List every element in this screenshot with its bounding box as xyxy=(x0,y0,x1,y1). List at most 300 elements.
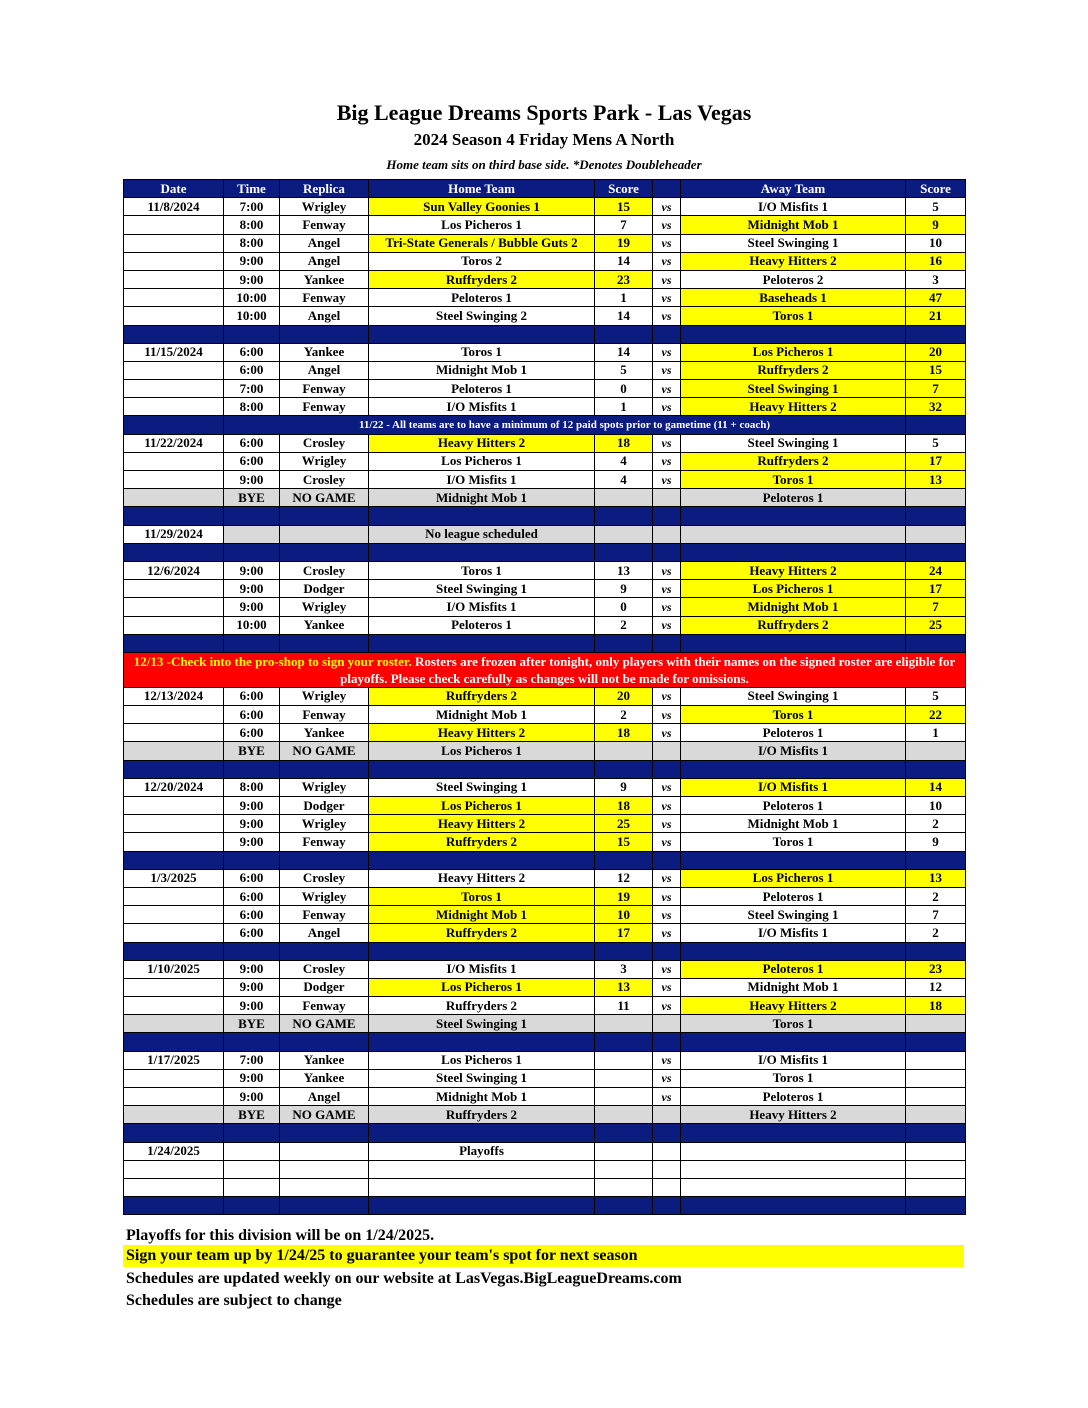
separator-cell xyxy=(224,325,280,343)
bye-row xyxy=(124,489,966,507)
game-replica: Wrigley xyxy=(280,452,369,470)
separator-cell xyxy=(681,507,906,525)
away-team: Steel Swinging 1 xyxy=(681,687,906,705)
game-replica: Dodger xyxy=(280,978,369,996)
away-team: Los Picheros 1 xyxy=(681,580,906,598)
game-replica: Fenway xyxy=(280,216,369,234)
separator-cell xyxy=(595,507,653,525)
game-date xyxy=(124,471,224,489)
vs-label: vs xyxy=(653,580,681,598)
away-team: Peloteros 1 xyxy=(681,887,906,905)
game-time: 9:00 xyxy=(224,252,280,270)
game-row xyxy=(124,434,966,452)
bye-row xyxy=(124,1106,966,1124)
col-home-team: Home Team xyxy=(369,180,595,198)
game-date xyxy=(124,489,224,507)
separator-cell xyxy=(653,1033,681,1051)
game-date: 12/20/2024 xyxy=(124,778,224,796)
game-row xyxy=(124,598,966,616)
empty-cell xyxy=(681,1142,906,1160)
empty-cell xyxy=(906,525,966,543)
separator-cell xyxy=(124,634,224,652)
home-team: Toros 1 xyxy=(369,343,595,361)
game-time: 8:00 xyxy=(224,234,280,252)
game-row xyxy=(124,561,966,579)
home-score: 25 xyxy=(595,815,653,833)
vs-label: vs xyxy=(653,815,681,833)
home-team: Ruffryders 2 xyxy=(369,833,595,851)
home-score: 2 xyxy=(595,616,653,634)
away-score: 7 xyxy=(906,380,966,398)
home-score: 9 xyxy=(595,580,653,598)
home-score: 13 xyxy=(595,978,653,996)
home-score: 15 xyxy=(595,833,653,851)
home-team: Los Picheros 1 xyxy=(369,978,595,996)
game-row xyxy=(124,887,966,905)
game-date: 12/13/2024 xyxy=(124,687,224,705)
away-score: 2 xyxy=(906,887,966,905)
away-score: 3 xyxy=(906,270,966,288)
col-away-score: Score xyxy=(906,180,966,198)
separator-cell xyxy=(906,634,966,652)
home-score: 18 xyxy=(595,724,653,742)
game-date xyxy=(124,742,224,760)
vs-label: vs xyxy=(653,1051,681,1069)
game-time: 6:00 xyxy=(224,434,280,452)
bye-team-1: Steel Swinging 1 xyxy=(369,1015,595,1033)
game-row xyxy=(124,978,966,996)
separator-cell xyxy=(224,634,280,652)
game-date xyxy=(124,997,224,1015)
home-team: Los Picheros 1 xyxy=(369,1051,595,1069)
away-team: Midnight Mob 1 xyxy=(681,815,906,833)
game-date: 11/22/2024 xyxy=(124,434,224,452)
separator-cell xyxy=(124,325,224,343)
week-separator xyxy=(124,1033,966,1051)
away-score: 5 xyxy=(906,687,966,705)
game-time: 9:00 xyxy=(224,978,280,996)
home-score: 19 xyxy=(595,887,653,905)
playoffs-text: Playoffs xyxy=(369,1142,595,1160)
away-score: 20 xyxy=(906,343,966,361)
game-time: 10:00 xyxy=(224,616,280,634)
away-score: 7 xyxy=(906,906,966,924)
home-score: 10 xyxy=(595,906,653,924)
home-score: 19 xyxy=(595,234,653,252)
game-date: 1/3/2025 xyxy=(124,869,224,887)
bye-team-2: I/O Misfits 1 xyxy=(681,742,906,760)
home-score: 7 xyxy=(595,216,653,234)
empty-cell xyxy=(906,1178,966,1196)
home-score: 15 xyxy=(595,198,653,216)
away-team: Steel Swinging 1 xyxy=(681,234,906,252)
home-team: Heavy Hitters 2 xyxy=(369,815,595,833)
home-score: 14 xyxy=(595,307,653,325)
separator-cell xyxy=(595,1033,653,1051)
away-score: 23 xyxy=(906,960,966,978)
home-team: Midnight Mob 1 xyxy=(369,706,595,724)
away-score: 16 xyxy=(906,252,966,270)
vs-label: vs xyxy=(653,380,681,398)
game-row xyxy=(124,580,966,598)
game-time: 10:00 xyxy=(224,289,280,307)
separator-cell xyxy=(280,760,369,778)
separator-cell xyxy=(124,1197,224,1215)
footer-disclaimer: Schedules are subject to change xyxy=(126,1292,342,1309)
vs-label: vs xyxy=(653,471,681,489)
game-row xyxy=(124,924,966,942)
roster-warning-highlight: 12/13 -Check into the pro-shop to sign your roster. xyxy=(133,653,412,669)
away-score: 13 xyxy=(906,471,966,489)
away-score: 7 xyxy=(906,598,966,616)
game-date xyxy=(124,724,224,742)
empty-cell xyxy=(653,1015,681,1033)
game-replica: Dodger xyxy=(280,580,369,598)
game-replica: Yankee xyxy=(280,270,369,288)
game-date xyxy=(124,833,224,851)
bye-label: BYE xyxy=(224,489,280,507)
home-team: Los Picheros 1 xyxy=(369,797,595,815)
away-score: 5 xyxy=(906,434,966,452)
game-row xyxy=(124,343,966,361)
home-team: I/O Misfits 1 xyxy=(369,960,595,978)
separator-cell xyxy=(224,1124,280,1142)
week-separator xyxy=(124,760,966,778)
separator-cell xyxy=(906,760,966,778)
col-vs xyxy=(653,180,681,198)
home-team: Peloteros 1 xyxy=(369,616,595,634)
playoffs-row xyxy=(124,1142,966,1160)
game-date xyxy=(124,1088,224,1106)
no-game-label: NO GAME xyxy=(280,1106,369,1124)
game-replica: Wrigley xyxy=(280,887,369,905)
away-team: I/O Misfits 1 xyxy=(681,1051,906,1069)
game-time: 9:00 xyxy=(224,997,280,1015)
separator-cell xyxy=(906,851,966,869)
home-score: 0 xyxy=(595,380,653,398)
game-date: 1/24/2025 xyxy=(124,1142,224,1160)
game-time: 6:00 xyxy=(224,906,280,924)
away-team: Midnight Mob 1 xyxy=(681,216,906,234)
home-team: Steel Swinging 1 xyxy=(369,1069,595,1087)
separator-cell xyxy=(653,634,681,652)
away-team: Toros 1 xyxy=(681,706,906,724)
game-replica: Yankee xyxy=(280,724,369,742)
game-row xyxy=(124,706,966,724)
home-team: Los Picheros 1 xyxy=(369,452,595,470)
empty-cell xyxy=(653,1106,681,1124)
separator-cell xyxy=(124,1033,224,1051)
game-row xyxy=(124,869,966,887)
game-replica: Fenway xyxy=(280,906,369,924)
game-date: 12/6/2024 xyxy=(124,561,224,579)
game-replica: Angel xyxy=(280,1088,369,1106)
away-score: 17 xyxy=(906,452,966,470)
empty-cell xyxy=(124,416,224,434)
away-score: 18 xyxy=(906,997,966,1015)
home-team: Heavy Hitters 2 xyxy=(369,724,595,742)
empty-cell xyxy=(681,1178,906,1196)
game-replica: Wrigley xyxy=(280,815,369,833)
home-team: Tri-State Generals / Bubble Guts 2 xyxy=(369,234,595,252)
separator-cell xyxy=(906,1197,966,1215)
col-away-team: Away Team xyxy=(681,180,906,198)
home-team: I/O Misfits 1 xyxy=(369,598,595,616)
game-replica: Yankee xyxy=(280,343,369,361)
roster-warning xyxy=(124,652,966,687)
empty-row xyxy=(124,1160,966,1178)
vs-label: vs xyxy=(653,797,681,815)
game-replica: Wrigley xyxy=(280,198,369,216)
away-team: Toros 1 xyxy=(681,1069,906,1087)
game-replica: Crosley xyxy=(280,471,369,489)
game-time: 7:00 xyxy=(224,198,280,216)
game-date xyxy=(124,887,224,905)
empty-row xyxy=(124,1178,966,1196)
separator-cell xyxy=(906,543,966,561)
away-team: Toros 1 xyxy=(681,833,906,851)
away-score: 13 xyxy=(906,869,966,887)
home-score: 20 xyxy=(595,687,653,705)
home-score xyxy=(595,1088,653,1106)
game-replica: Yankee xyxy=(280,616,369,634)
separator-cell xyxy=(124,942,224,960)
vs-label: vs xyxy=(653,216,681,234)
page-title: Big League Dreams Sports Park - Las Vegas xyxy=(336,100,752,125)
game-date xyxy=(124,398,224,416)
game-replica: Crosley xyxy=(280,869,369,887)
game-row xyxy=(124,616,966,634)
home-score: 14 xyxy=(595,343,653,361)
separator-cell xyxy=(369,325,595,343)
week-separator xyxy=(124,1124,966,1142)
home-team: Peloteros 1 xyxy=(369,380,595,398)
vs-label: vs xyxy=(653,270,681,288)
away-team: Heavy Hitters 2 xyxy=(681,997,906,1015)
separator-cell xyxy=(124,507,224,525)
home-team: I/O Misfits 1 xyxy=(369,398,595,416)
home-team: Steel Swinging 2 xyxy=(369,307,595,325)
away-score: 17 xyxy=(906,580,966,598)
game-replica: Yankee xyxy=(280,1051,369,1069)
empty-cell xyxy=(224,525,280,543)
game-replica: Crosley xyxy=(280,561,369,579)
notice-row xyxy=(124,416,966,434)
game-time: 9:00 xyxy=(224,471,280,489)
bye-team-2: Heavy Hitters 2 xyxy=(681,1106,906,1124)
game-row xyxy=(124,833,966,851)
home-team: Midnight Mob 1 xyxy=(369,906,595,924)
separator-cell xyxy=(369,851,595,869)
empty-cell xyxy=(280,525,369,543)
no-league-row xyxy=(124,525,966,543)
game-replica: Fenway xyxy=(280,398,369,416)
empty-cell xyxy=(595,1015,653,1033)
home-score: 14 xyxy=(595,252,653,270)
no-game-label: NO GAME xyxy=(280,489,369,507)
game-row xyxy=(124,997,966,1015)
empty-cell xyxy=(280,1142,369,1160)
separator-cell xyxy=(224,942,280,960)
separator-cell xyxy=(595,325,653,343)
separator-cell xyxy=(681,543,906,561)
col-date: Date xyxy=(124,180,224,198)
separator-cell xyxy=(280,507,369,525)
away-score: 5 xyxy=(906,198,966,216)
game-date xyxy=(124,978,224,996)
away-score: 12 xyxy=(906,978,966,996)
separator-cell xyxy=(124,760,224,778)
vs-label: vs xyxy=(653,869,681,887)
vs-label: vs xyxy=(653,997,681,1015)
separator-cell xyxy=(681,634,906,652)
separator-cell xyxy=(369,1197,595,1215)
game-date xyxy=(124,216,224,234)
bye-label: BYE xyxy=(224,742,280,760)
empty-cell xyxy=(595,525,653,543)
empty-cell xyxy=(595,1142,653,1160)
empty-cell xyxy=(906,1160,966,1178)
away-team: Midnight Mob 1 xyxy=(681,598,906,616)
game-replica: Fenway xyxy=(280,833,369,851)
game-row xyxy=(124,380,966,398)
game-replica: Angel xyxy=(280,234,369,252)
game-row xyxy=(124,398,966,416)
separator-cell xyxy=(681,851,906,869)
game-row xyxy=(124,216,966,234)
week-separator xyxy=(124,634,966,652)
roster-warning-text: Rosters are frozen after tonight, only players with their names on the signed roster are eligible for playoffs. Please check carefully as changes will not be made for omissions. xyxy=(340,653,956,686)
away-score: 1 xyxy=(906,724,966,742)
game-date xyxy=(124,289,224,307)
week-separator xyxy=(124,507,966,525)
game-replica: Fenway xyxy=(280,380,369,398)
game-time: 9:00 xyxy=(224,1088,280,1106)
game-date: 1/17/2025 xyxy=(124,1051,224,1069)
vs-label: vs xyxy=(653,452,681,470)
empty-cell xyxy=(653,1142,681,1160)
bye-team-1: Midnight Mob 1 xyxy=(369,489,595,507)
game-replica: Fenway xyxy=(280,997,369,1015)
away-team: Toros 1 xyxy=(681,307,906,325)
away-team: Heavy Hitters 2 xyxy=(681,398,906,416)
schedule-note: Home team sits on third base side. *Denotes Doubleheader xyxy=(386,157,702,172)
vs-label: vs xyxy=(653,307,681,325)
week-separator xyxy=(124,851,966,869)
game-date xyxy=(124,307,224,325)
home-team: Ruffryders 2 xyxy=(369,270,595,288)
game-time: 6:00 xyxy=(224,924,280,942)
game-time: 8:00 xyxy=(224,778,280,796)
separator-cell xyxy=(653,851,681,869)
home-team: Heavy Hitters 2 xyxy=(369,434,595,452)
separator-cell xyxy=(595,851,653,869)
bye-label: BYE xyxy=(224,1106,280,1124)
away-team: Toros 1 xyxy=(681,471,906,489)
home-team: Ruffryders 2 xyxy=(369,997,595,1015)
game-time: 9:00 xyxy=(224,1069,280,1087)
game-date xyxy=(124,270,224,288)
separator-cell xyxy=(124,543,224,561)
empty-cell xyxy=(906,1015,966,1033)
separator-cell xyxy=(906,1124,966,1142)
away-score xyxy=(906,1069,966,1087)
game-date xyxy=(124,815,224,833)
game-date xyxy=(124,598,224,616)
empty-cell xyxy=(906,742,966,760)
game-date xyxy=(124,924,224,942)
empty-cell xyxy=(224,1142,280,1160)
bye-label: BYE xyxy=(224,1015,280,1033)
vs-label: vs xyxy=(653,1069,681,1087)
vs-label: vs xyxy=(653,434,681,452)
away-team: Baseheads 1 xyxy=(681,289,906,307)
home-score xyxy=(595,1051,653,1069)
vs-label: vs xyxy=(653,724,681,742)
bye-team-1: Ruffryders 2 xyxy=(369,1106,595,1124)
game-row xyxy=(124,778,966,796)
away-score: 15 xyxy=(906,361,966,379)
game-date: 11/15/2024 xyxy=(124,343,224,361)
game-date: 11/29/2024 xyxy=(124,525,224,543)
separator-cell xyxy=(595,1124,653,1142)
away-team: Steel Swinging 1 xyxy=(681,380,906,398)
empty-cell xyxy=(369,1178,595,1196)
empty-cell xyxy=(595,1178,653,1196)
no-game-label: NO GAME xyxy=(280,742,369,760)
bye-team-1: Los Picheros 1 xyxy=(369,742,595,760)
week-separator xyxy=(124,942,966,960)
away-score: 9 xyxy=(906,216,966,234)
separator-cell xyxy=(906,507,966,525)
away-team: Los Picheros 1 xyxy=(681,343,906,361)
home-team: Toros 2 xyxy=(369,252,595,270)
game-time: 6:00 xyxy=(224,887,280,905)
home-team: Midnight Mob 1 xyxy=(369,361,595,379)
roster-warning-row xyxy=(124,652,966,687)
vs-label: vs xyxy=(653,598,681,616)
week-separator xyxy=(124,325,966,343)
footer-signup: Sign your team up by 1/24/25 to guarantee your team's spot for next season xyxy=(123,1245,964,1267)
separator-cell xyxy=(653,760,681,778)
game-row xyxy=(124,198,966,216)
vs-label: vs xyxy=(653,561,681,579)
separator-cell xyxy=(369,634,595,652)
vs-label: vs xyxy=(653,398,681,416)
game-date xyxy=(124,380,224,398)
separator-cell xyxy=(369,760,595,778)
separator-cell xyxy=(369,1124,595,1142)
game-row xyxy=(124,797,966,815)
vs-label: vs xyxy=(653,1088,681,1106)
separator-cell xyxy=(653,543,681,561)
bye-row xyxy=(124,1015,966,1033)
game-row xyxy=(124,361,966,379)
home-score: 11 xyxy=(595,997,653,1015)
game-date xyxy=(124,234,224,252)
empty-cell xyxy=(124,1160,224,1178)
game-row xyxy=(124,724,966,742)
away-score: 2 xyxy=(906,815,966,833)
separator-cell xyxy=(224,507,280,525)
game-time: 9:00 xyxy=(224,270,280,288)
away-score: 24 xyxy=(906,561,966,579)
away-team: Peloteros 1 xyxy=(681,797,906,815)
separator-cell xyxy=(224,851,280,869)
away-score: 10 xyxy=(906,234,966,252)
separator-cell xyxy=(595,634,653,652)
vs-label: vs xyxy=(653,906,681,924)
